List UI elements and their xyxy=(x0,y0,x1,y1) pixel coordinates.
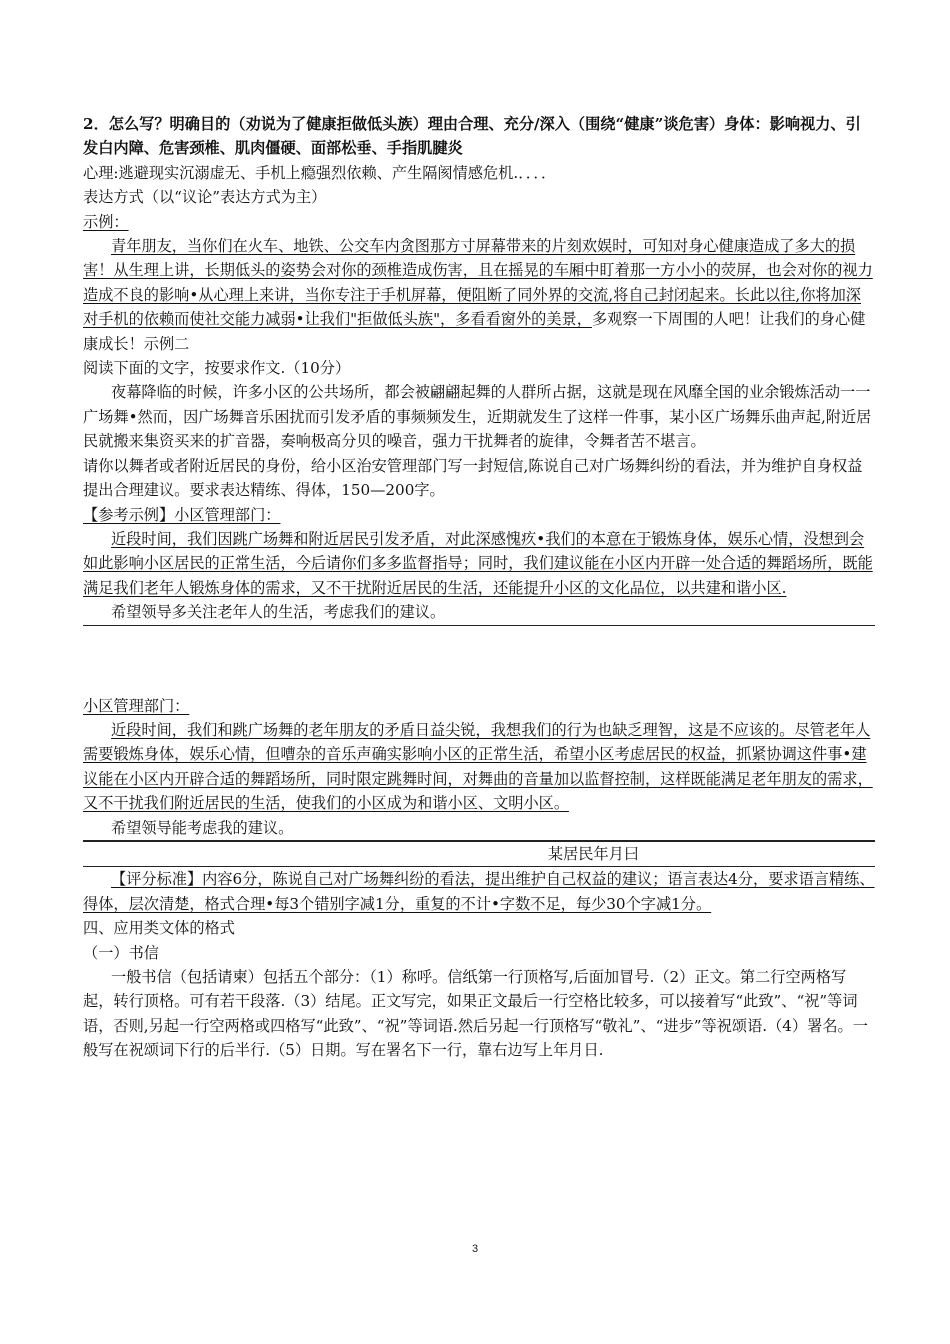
sample2-body: 近段时间，我们和跳广场舞的老年朋友的矛盾日益尖锐，我想我们的行为也缺乏理智，这是不应该的。尽管老年人需要锻炼身体，娱乐心情，但嘈杂的音乐声确实影响小区的正常生活，希望小区考虑居民的权益，抓紧协调这件事•建议能在小区内开辟合适的舞蹈场所，同时限定跳舞时间，对舞曲的音量加以监督控制，这样既能满足老年朋友的需求，又不干扰我们附近居民的生活，使我们的小区成为和谐小区、文明小区。 xyxy=(83,720,873,813)
psychology-line: 心理:逃避现实沉溺虚无、手机上瘾强烈依赖、产生隔阂情感危机.．．．． xyxy=(83,163,557,182)
task-instruction: 阅读下面的文字，按要求作文.（10分） xyxy=(83,359,351,378)
sample2-signature: 某居民年月曰 xyxy=(83,841,875,866)
task-requirement: 请你以舞者或者附近居民的身份，给小区治安管理部门写一封短信,陈说自己对广场舞纠纷的看法，并为维护自身权益提出合理建议。要求表达精练、得体，150—200字。 xyxy=(83,456,863,500)
section-gap xyxy=(83,626,875,694)
example-label: 示例： xyxy=(83,212,129,231)
section4-heading: 四、应用类文体的格式 xyxy=(83,919,235,938)
example-paragraph-text: 青年朋友，当你们在火车、地铁、公交车内贪图那方寸屏幕带来的片刻欢娱时，可知对身心健康造成了多大的损害！从生理上讲，长期低头的姿势会对你的颈椎造成伤害，且在摇晃的车厢中盯着那一方小小的荧屏，也会对你的视力造成不良的影响•从心理上来讲，当你专注于手机屏幕，便阻断了同外界的交流,将自己封闭起来。长此以往,你将加深对手机的依赖而使社交能力减弱•让我们"拒做低头族"，多看看窗外的美景， xyxy=(83,237,873,329)
sample1-body: 近段时间，我们因跳广场舞和附近居民引发矛盾，对此深感愧疚•我们的本意在于锻炼身体，娱乐心情，没想到会如此影响小区居民的正常生活，今后请你们多多监督指导；同时，我们建议能在小区内开辟一处合适的舞蹈场所，既能满足我们老年人锻炼身体的需求，又不干扰附近居民的生活，还能提升小区的文化品位，以共建和谐小区. xyxy=(83,529,873,597)
page-number: 3 xyxy=(471,1243,479,1255)
sample2-header: 小区管理部门： xyxy=(83,696,190,715)
example-paragraph-tail: 多观察一下周围的人吧！让我们的身心健康成长！示例二 xyxy=(83,310,866,353)
expression-line: 表达方式（以“议论”表达方式为主） xyxy=(83,188,327,207)
example-paragraph xyxy=(83,234,875,356)
sample1-closing: 希望领导多关注老年人的生活，考虑我们的建议。 xyxy=(83,600,875,625)
document-page xyxy=(83,112,875,1063)
writing-guide-text: 2．怎么写？明确目的（劝说为了健康拒做低头族）理由合理、充分/深入（围绕“健康”谈危害）身体：影响视力、引发白内障、危害颈椎、肌肉僵硬、面部松垂、手指肌腱炎 xyxy=(83,115,861,158)
letter-format-body: 一般书信（包括请柬）包括五个部分：（1）称呼。信纸第一行顶格写,后面加冒号.（2）正文。第二行空两格写起，转行顶格。可有若干段落.（3）结尾。正文写完，如果正文最后一行空格比较多，可以接着写“此致”、“祝”等词语，否则,另起一行空两格或四格写“此致”、“祝”等词语.然后另起一行顶格写“敬礼”、“进步”等祝颂语.（4）署名。一般写在祝颂词下行的后半行.（5）日期。写在署名下一行，靠右边写上年月日. xyxy=(83,968,868,1060)
letter-subheading: （一）书信 xyxy=(83,943,159,962)
task-story: 夜幕降临的时候，许多小区的公共场所，都会被翩翩起舞的人群所占据，这就是现在风靡全国的业余锻炼活动一一广场舞•然而，因广场舞音乐困扰而引发矛盾的事频频发生，近期就发生了这样一件事，某小区广场舞乐曲声起,附近居民就搬来集资买来的扩音器，奏响极高分贝的噪音，强力干扰舞者的旋律，令舞者苦不堪言。 xyxy=(83,383,872,451)
sample1-header: 【参考示例】小区管理部门： xyxy=(83,505,281,524)
grading-criteria: 【评分标准】内容6分，陈说自己对广场舞纠纷的看法，提出维护自己权益的建议；语言表达4分，要求语言精练、得体，层次清楚，格式合理•每3个错别字减1分，重复的不计•字数不足，每少30个字减1分。 xyxy=(83,866,875,916)
sample2-closing: 希望领导能考虑我的建议。 xyxy=(83,816,875,841)
writing-guide-line xyxy=(83,112,875,161)
